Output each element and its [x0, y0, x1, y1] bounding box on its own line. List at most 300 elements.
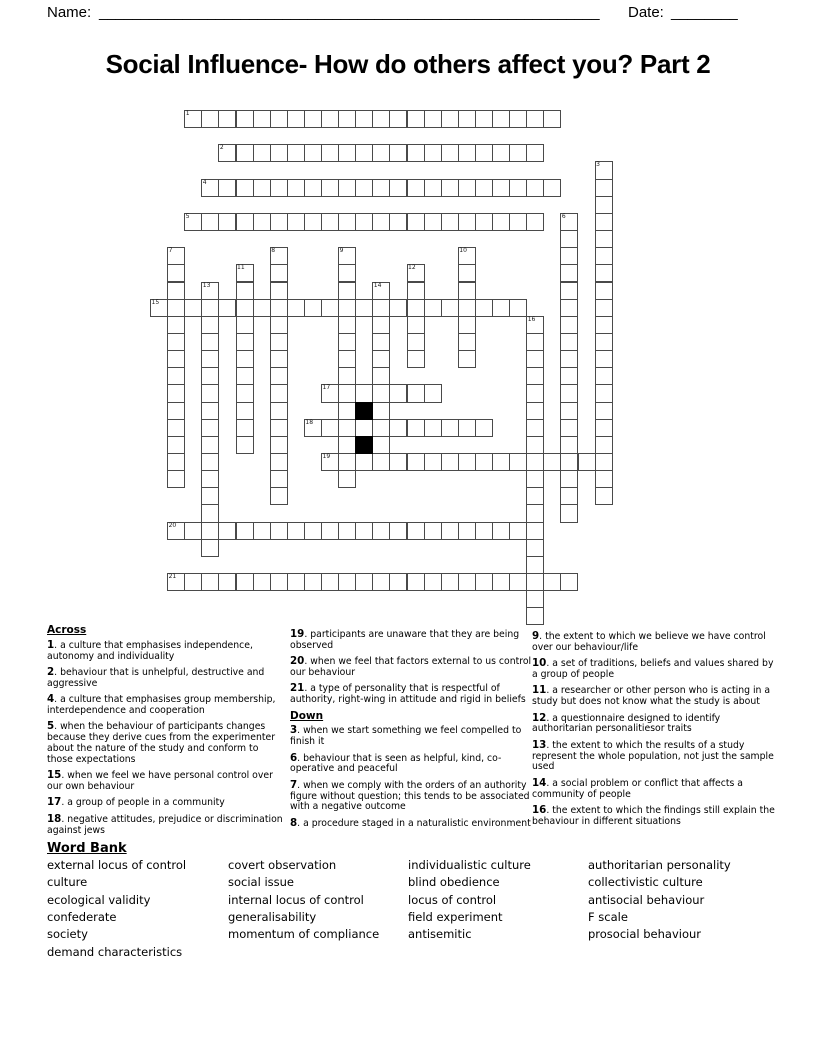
crossword-cell[interactable]: [407, 453, 425, 471]
crossword-cell[interactable]: [201, 299, 219, 317]
crossword-cell[interactable]: [407, 299, 425, 317]
crossword-cell[interactable]: [167, 402, 185, 420]
crossword-cell[interactable]: [270, 384, 288, 402]
crossword-cell[interactable]: [287, 110, 305, 128]
crossword-cell[interactable]: [270, 350, 288, 368]
crossword-cell[interactable]: [218, 110, 236, 128]
crossword-cell[interactable]: [167, 384, 185, 402]
crossword-cell[interactable]: [407, 316, 425, 334]
crossword-cell[interactable]: [167, 316, 185, 334]
crossword-cell[interactable]: [355, 179, 373, 197]
crossword-cell[interactable]: [595, 213, 613, 231]
crossword-cell[interactable]: [338, 367, 356, 385]
crossword-cell[interactable]: [526, 453, 544, 471]
crossword-cell[interactable]: [424, 419, 442, 437]
crossword-cell[interactable]: [389, 453, 407, 471]
crossword-cell[interactable]: [167, 470, 185, 488]
crossword-cell[interactable]: [201, 419, 219, 437]
crossword-cell[interactable]: [270, 179, 288, 197]
crossword-cell[interactable]: [509, 453, 527, 471]
crossword-cell[interactable]: [201, 573, 219, 591]
crossword-cell[interactable]: [218, 213, 236, 231]
crossword-cell[interactable]: [407, 213, 425, 231]
crossword-cell[interactable]: [526, 504, 544, 522]
crossword-cell[interactable]: [424, 110, 442, 128]
crossword-cell[interactable]: [270, 522, 288, 540]
crossword-cell[interactable]: [389, 179, 407, 197]
crossword-cell[interactable]: [372, 436, 390, 454]
crossword-cell[interactable]: [167, 282, 185, 300]
crossword-cell[interactable]: [560, 264, 578, 282]
crossword-cell[interactable]: [372, 522, 390, 540]
crossword-cell[interactable]: [355, 419, 373, 437]
crossword-cell[interactable]: [338, 453, 356, 471]
crossword-cell[interactable]: [407, 419, 425, 437]
crossword-cell[interactable]: [389, 573, 407, 591]
crossword-cell[interactable]: [595, 282, 613, 300]
crossword-cell[interactable]: [253, 522, 271, 540]
crossword-cell[interactable]: [458, 144, 476, 162]
crossword-cell[interactable]: [543, 573, 561, 591]
crossword-cell[interactable]: [167, 453, 185, 471]
crossword-cell[interactable]: [355, 213, 373, 231]
crossword-cell[interactable]: [253, 179, 271, 197]
crossword-cell[interactable]: [270, 264, 288, 282]
crossword-cell[interactable]: [372, 419, 390, 437]
crossword-cell[interactable]: [236, 213, 254, 231]
crossword-cell[interactable]: [407, 282, 425, 300]
crossword-cell[interactable]: [526, 487, 544, 505]
crossword-cell[interactable]: [201, 436, 219, 454]
crossword-cell[interactable]: [526, 110, 544, 128]
crossword-cell[interactable]: [321, 573, 339, 591]
crossword-cell[interactable]: [201, 539, 219, 557]
crossword-cell[interactable]: [407, 384, 425, 402]
crossword-cell[interactable]: [475, 419, 493, 437]
crossword-cell[interactable]: [595, 436, 613, 454]
crossword-cell[interactable]: [526, 213, 544, 231]
crossword-cell[interactable]: [338, 299, 356, 317]
crossword-cell[interactable]: [355, 144, 373, 162]
crossword-cell[interactable]: [167, 436, 185, 454]
crossword-cell[interactable]: [253, 213, 271, 231]
crossword-cell[interactable]: [270, 487, 288, 505]
date-fill-line[interactable]: ________: [671, 4, 738, 21]
crossword-cell[interactable]: [595, 247, 613, 265]
crossword-cell[interactable]: [560, 282, 578, 300]
crossword-cell[interactable]: [595, 350, 613, 368]
crossword-cell[interactable]: [595, 299, 613, 317]
crossword-cell[interactable]: [407, 333, 425, 351]
crossword-cell[interactable]: [338, 316, 356, 334]
crossword-cell[interactable]: [458, 264, 476, 282]
crossword-cell[interactable]: [441, 522, 459, 540]
crossword-cell[interactable]: [270, 419, 288, 437]
crossword-cell[interactable]: [287, 522, 305, 540]
crossword-cell[interactable]: [236, 436, 254, 454]
crossword-cell[interactable]: [458, 316, 476, 334]
crossword-cell[interactable]: [355, 110, 373, 128]
crossword-cell[interactable]: [441, 573, 459, 591]
crossword-cell[interactable]: [270, 436, 288, 454]
crossword-cell[interactable]: [270, 573, 288, 591]
crossword-cell[interactable]: [595, 316, 613, 334]
crossword-cell[interactable]: [595, 453, 613, 471]
crossword-cell[interactable]: [253, 573, 271, 591]
crossword-cell[interactable]: [338, 436, 356, 454]
crossword-cell[interactable]: [167, 350, 185, 368]
crossword-cell[interactable]: [595, 419, 613, 437]
crossword-cell[interactable]: [595, 384, 613, 402]
crossword-cell[interactable]: [543, 179, 561, 197]
crossword-cell[interactable]: [304, 213, 322, 231]
crossword-cell[interactable]: [560, 299, 578, 317]
crossword-cell[interactable]: [338, 179, 356, 197]
crossword-cell[interactable]: [338, 470, 356, 488]
crossword-cell[interactable]: [526, 556, 544, 574]
crossword-cell[interactable]: [526, 350, 544, 368]
crossword-cell[interactable]: [338, 264, 356, 282]
crossword-cell[interactable]: [338, 110, 356, 128]
crossword-cell[interactable]: [424, 522, 442, 540]
crossword-cell[interactable]: [287, 573, 305, 591]
crossword-cell[interactable]: [287, 144, 305, 162]
crossword-cell[interactable]: [560, 419, 578, 437]
crossword-cell[interactable]: [321, 419, 339, 437]
crossword-cell[interactable]: [270, 333, 288, 351]
crossword-cell[interactable]: [560, 333, 578, 351]
crossword-cell[interactable]: [458, 453, 476, 471]
crossword-cell[interactable]: [526, 522, 544, 540]
crossword-cell[interactable]: [355, 299, 373, 317]
crossword-cell[interactable]: [560, 384, 578, 402]
crossword-cell[interactable]: [492, 179, 510, 197]
crossword-cell[interactable]: [372, 402, 390, 420]
crossword-cell[interactable]: [270, 282, 288, 300]
crossword-cell[interactable]: [475, 573, 493, 591]
crossword-cell[interactable]: [441, 419, 459, 437]
crossword-cell[interactable]: [201, 470, 219, 488]
crossword-cell[interactable]: [372, 213, 390, 231]
crossword-cell[interactable]: [184, 299, 202, 317]
crossword-cell[interactable]: [458, 282, 476, 300]
crossword-cell[interactable]: [458, 573, 476, 591]
crossword-cell[interactable]: [509, 213, 527, 231]
crossword-cell[interactable]: [389, 110, 407, 128]
crossword-cell[interactable]: [595, 367, 613, 385]
crossword-cell[interactable]: [236, 299, 254, 317]
crossword-cell[interactable]: [560, 453, 578, 471]
crossword-cell[interactable]: [407, 179, 425, 197]
crossword-cell[interactable]: [270, 316, 288, 334]
crossword-cell[interactable]: [253, 110, 271, 128]
crossword-cell[interactable]: [526, 402, 544, 420]
crossword-cell[interactable]: [355, 522, 373, 540]
crossword-cell[interactable]: [492, 110, 510, 128]
crossword-cell[interactable]: [270, 110, 288, 128]
crossword-cell[interactable]: [338, 333, 356, 351]
crossword-cell[interactable]: [424, 384, 442, 402]
crossword-cell[interactable]: [338, 144, 356, 162]
crossword-cell[interactable]: [560, 487, 578, 505]
crossword-cell[interactable]: [441, 299, 459, 317]
crossword-cell[interactable]: [560, 436, 578, 454]
crossword-cell[interactable]: [218, 573, 236, 591]
crossword-cell[interactable]: [338, 213, 356, 231]
crossword-cell[interactable]: [372, 179, 390, 197]
crossword-cell[interactable]: [560, 230, 578, 248]
crossword-cell[interactable]: [184, 522, 202, 540]
crossword-cell[interactable]: [201, 504, 219, 522]
crossword-cell[interactable]: [355, 573, 373, 591]
crossword-cell[interactable]: [407, 573, 425, 591]
crossword-cell[interactable]: [236, 110, 254, 128]
crossword-cell[interactable]: [236, 384, 254, 402]
crossword-cell[interactable]: [201, 367, 219, 385]
crossword-cell[interactable]: [595, 333, 613, 351]
crossword-cell[interactable]: [236, 573, 254, 591]
crossword-cell[interactable]: [201, 522, 219, 540]
crossword-cell[interactable]: [492, 453, 510, 471]
crossword-cell[interactable]: [372, 316, 390, 334]
crossword-cell[interactable]: [595, 179, 613, 197]
crossword-cell[interactable]: [475, 213, 493, 231]
crossword-cell[interactable]: [492, 144, 510, 162]
crossword-cell[interactable]: [321, 213, 339, 231]
crossword-cell[interactable]: [560, 470, 578, 488]
crossword-cell[interactable]: [526, 179, 544, 197]
crossword-cell[interactable]: [458, 350, 476, 368]
crossword-cell[interactable]: [595, 487, 613, 505]
crossword-cell[interactable]: [389, 299, 407, 317]
crossword-cell[interactable]: [236, 316, 254, 334]
crossword-cell[interactable]: [441, 213, 459, 231]
crossword-cell[interactable]: [526, 436, 544, 454]
crossword-cell[interactable]: [526, 470, 544, 488]
crossword-cell[interactable]: [338, 419, 356, 437]
crossword-cell[interactable]: [458, 213, 476, 231]
crossword-cell[interactable]: [424, 213, 442, 231]
crossword-cell[interactable]: [424, 144, 442, 162]
crossword-cell[interactable]: [236, 282, 254, 300]
crossword-cell[interactable]: [304, 110, 322, 128]
crossword-cell[interactable]: [389, 213, 407, 231]
crossword-cell[interactable]: [372, 573, 390, 591]
crossword-cell[interactable]: [509, 299, 527, 317]
crossword-cell[interactable]: [492, 299, 510, 317]
crossword-cell[interactable]: [492, 522, 510, 540]
crossword-cell[interactable]: [338, 384, 356, 402]
crossword-cell[interactable]: [526, 384, 544, 402]
crossword-cell[interactable]: [338, 402, 356, 420]
crossword-cell[interactable]: [560, 247, 578, 265]
crossword-cell[interactable]: [201, 316, 219, 334]
crossword-cell[interactable]: [236, 333, 254, 351]
crossword-cell[interactable]: [560, 350, 578, 368]
crossword-cell[interactable]: [338, 350, 356, 368]
crossword-cell[interactable]: [475, 179, 493, 197]
crossword-cell[interactable]: [509, 573, 527, 591]
crossword-cell[interactable]: [389, 522, 407, 540]
crossword-cell[interactable]: [526, 419, 544, 437]
crossword-cell[interactable]: [321, 522, 339, 540]
crossword-cell[interactable]: [526, 590, 544, 608]
name-fill-line[interactable]: ____________________________________________________________: [99, 4, 600, 21]
crossword-cell[interactable]: [372, 110, 390, 128]
crossword-cell[interactable]: [201, 384, 219, 402]
crossword-cell[interactable]: [526, 333, 544, 351]
crossword-cell[interactable]: [270, 367, 288, 385]
crossword-cell[interactable]: [458, 299, 476, 317]
crossword-cell[interactable]: [560, 573, 578, 591]
crossword-cell[interactable]: [475, 453, 493, 471]
crossword-cell[interactable]: [201, 213, 219, 231]
crossword-cell[interactable]: [560, 504, 578, 522]
crossword-cell[interactable]: [287, 179, 305, 197]
crossword-cell[interactable]: [270, 299, 288, 317]
crossword-cell[interactable]: [253, 144, 271, 162]
crossword-cell[interactable]: [201, 333, 219, 351]
clue-item-21: 21. a type of personality that is respectful of authority, right-wing in attitude and rigid in beliefs: [290, 682, 526, 706]
crossword-cell[interactable]: [560, 367, 578, 385]
crossword-cell[interactable]: [236, 179, 254, 197]
crossword-cell[interactable]: [595, 196, 613, 214]
crossword-cell[interactable]: [458, 419, 476, 437]
crossword-cell[interactable]: [167, 333, 185, 351]
crossword-cell[interactable]: [236, 367, 254, 385]
clue-item-14: 14. a social problem or conflict that affects a community of people: [532, 776, 744, 800]
crossword-cell[interactable]: [441, 453, 459, 471]
crossword-cell[interactable]: [236, 144, 254, 162]
crossword-cell[interactable]: [595, 470, 613, 488]
crossword-cell[interactable]: [458, 110, 476, 128]
crossword-cell[interactable]: [270, 213, 288, 231]
crossword-cell[interactable]: [304, 573, 322, 591]
crossword-cell[interactable]: [424, 573, 442, 591]
crossword-cell[interactable]: [543, 110, 561, 128]
crossword-cell[interactable]: [578, 453, 596, 471]
crossword-cell[interactable]: [389, 144, 407, 162]
crossword-cell[interactable]: [560, 402, 578, 420]
crossword-cell[interactable]: [201, 110, 219, 128]
crossword-cell[interactable]: [338, 282, 356, 300]
crossword-cell[interactable]: [236, 522, 254, 540]
crossword-cell[interactable]: [475, 144, 493, 162]
crossword-cell[interactable]: [218, 522, 236, 540]
crossword-cell[interactable]: [270, 470, 288, 488]
crossword-cell[interactable]: [236, 350, 254, 368]
crossword-cell[interactable]: [424, 179, 442, 197]
crossword-cell[interactable]: [167, 299, 185, 317]
crossword-cell[interactable]: [372, 384, 390, 402]
crossword-cell[interactable]: [407, 144, 425, 162]
crossword-cell[interactable]: [424, 453, 442, 471]
crossword-cell[interactable]: [321, 179, 339, 197]
crossword-cell[interactable]: [526, 573, 544, 591]
crossword-cell[interactable]: [321, 299, 339, 317]
crossword-cell[interactable]: [509, 522, 527, 540]
crossword-cell[interactable]: [287, 213, 305, 231]
crossword-cell[interactable]: [509, 144, 527, 162]
crossword-cell[interactable]: [201, 487, 219, 505]
crossword-cell[interactable]: [407, 110, 425, 128]
crossword-cell[interactable]: [407, 522, 425, 540]
crossword-cell[interactable]: [167, 264, 185, 282]
crossword-cell[interactable]: [304, 179, 322, 197]
crossword-cell[interactable]: [492, 573, 510, 591]
crossword-cell[interactable]: [441, 144, 459, 162]
crossword-cell[interactable]: [167, 367, 185, 385]
crossword-cell[interactable]: [458, 522, 476, 540]
crossword-cell[interactable]: [184, 573, 202, 591]
crossword-cell[interactable]: [201, 350, 219, 368]
crossword-cell[interactable]: [270, 144, 288, 162]
crossword-cell[interactable]: [236, 402, 254, 420]
crossword-cell[interactable]: [338, 573, 356, 591]
crossword-cell[interactable]: [236, 419, 254, 437]
crossword-cell[interactable]: [458, 333, 476, 351]
crossword-grid: [150, 110, 613, 626]
crossword-cell[interactable]: [218, 179, 236, 197]
crossword-cell[interactable]: [475, 522, 493, 540]
crossword-cell[interactable]: [475, 299, 493, 317]
crossword-cell[interactable]: [270, 402, 288, 420]
crossword-cell[interactable]: [389, 419, 407, 437]
crossword-cell[interactable]: [372, 299, 390, 317]
crossword-cell[interactable]: [218, 299, 236, 317]
crossword-cell[interactable]: [595, 264, 613, 282]
crossword-cell[interactable]: [201, 453, 219, 471]
crossword-cell[interactable]: [509, 110, 527, 128]
crossword-cell[interactable]: [270, 453, 288, 471]
crossword-cell[interactable]: [492, 213, 510, 231]
crossword-cell[interactable]: [595, 230, 613, 248]
crossword-cell[interactable]: [526, 367, 544, 385]
crossword-cell[interactable]: [526, 607, 544, 625]
crossword-cell[interactable]: [441, 179, 459, 197]
crossword-cell[interactable]: [407, 350, 425, 368]
crossword-cell[interactable]: [458, 179, 476, 197]
crossword-cell[interactable]: [338, 522, 356, 540]
crossword-cell[interactable]: [424, 299, 442, 317]
crossword-cell[interactable]: [253, 299, 271, 317]
crossword-cell[interactable]: [475, 110, 493, 128]
crossword-cell[interactable]: [304, 299, 322, 317]
crossword-cell[interactable]: [372, 453, 390, 471]
crossword-cell[interactable]: [526, 539, 544, 557]
crossword-cell[interactable]: [389, 384, 407, 402]
crossword-cell[interactable]: [441, 110, 459, 128]
crossword-cell[interactable]: [321, 144, 339, 162]
crossword-cell[interactable]: [595, 402, 613, 420]
crossword-cell[interactable]: [372, 144, 390, 162]
crossword-cell[interactable]: [321, 110, 339, 128]
crossword-cell[interactable]: [372, 350, 390, 368]
crossword-cell[interactable]: [167, 419, 185, 437]
crossword-cell[interactable]: [509, 179, 527, 197]
crossword-cell[interactable]: [355, 384, 373, 402]
crossword-cell[interactable]: [526, 144, 544, 162]
crossword-cell[interactable]: [355, 453, 373, 471]
crossword-cell[interactable]: [304, 522, 322, 540]
crossword-cell[interactable]: [201, 402, 219, 420]
crossword-cell[interactable]: [372, 367, 390, 385]
crossword-cell[interactable]: [372, 333, 390, 351]
crossword-cell[interactable]: [287, 299, 305, 317]
crossword-cell[interactable]: [304, 144, 322, 162]
crossword-cell[interactable]: [543, 453, 561, 471]
crossword-cell[interactable]: [560, 316, 578, 334]
